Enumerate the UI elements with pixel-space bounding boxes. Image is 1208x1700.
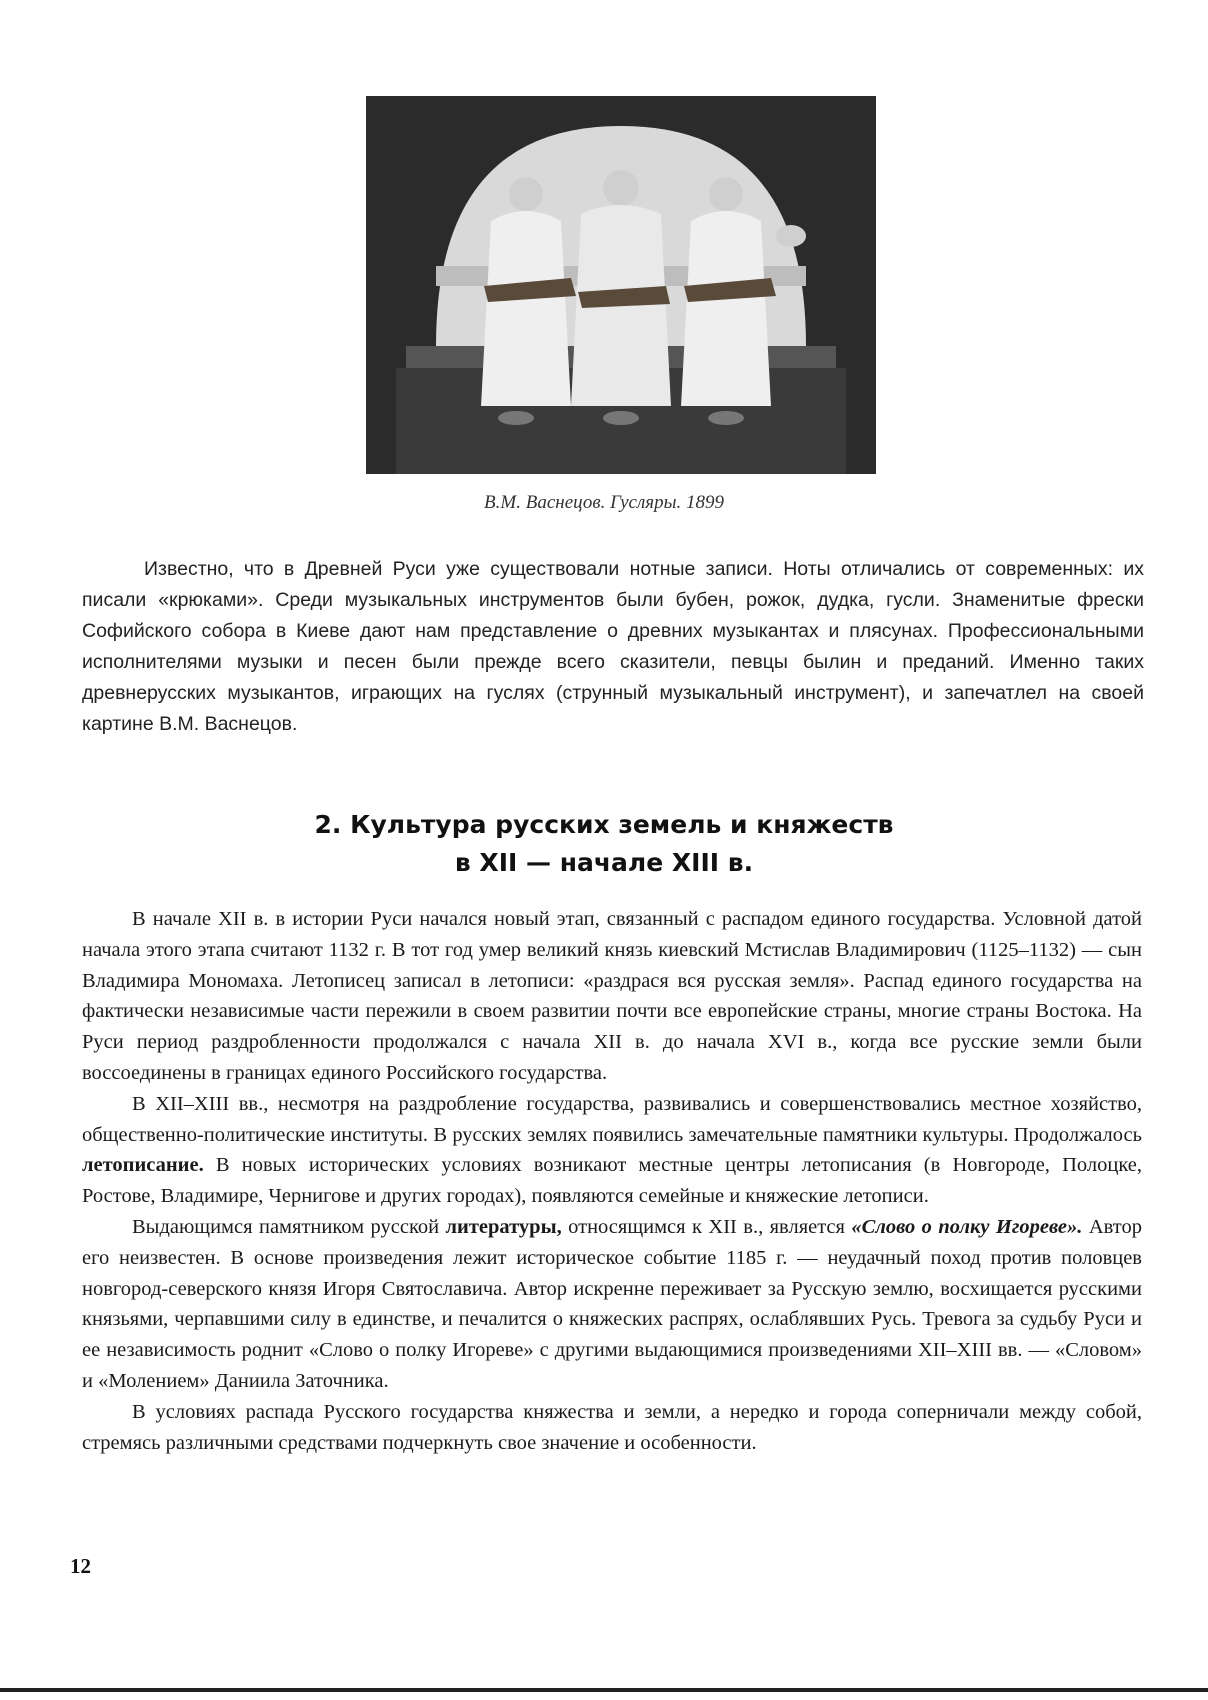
paragraph-3-text-b: относящимся к XII в., является [561, 1215, 852, 1238]
paragraph-3-text-c: Автор его неизвестен. В основе произведения лежит историческое событие 1185 г. — неудачный поход против половцев новгород-северского князя Игоря Святославича. Автор искренне переживает за Русскую землю, восхищается русскими князьями, черпавшими силу в единстве, и печалится о княжеских распрях, ослаблявших Русь. Тревога за судьбу Руси и ее независимость роднит «Слово о полку Игореве» с другими выдающимися произведениями XII–XIII вв. — «Словом» и «Молением» Даниила Заточника. [82, 1215, 1142, 1392]
paragraph-2 [82, 1089, 1142, 1212]
section-title-line-2: в XII — начале XIII в. [454, 848, 754, 877]
figure-caption: В.М. Васнецов. Гусляры. 1899 [484, 492, 724, 513]
paragraph-2-text-b: В новых исторических условиях возникают местные центры летописания (в Новгороде, Полоцке, Ростове, Владимире, Чернигове и других городах), появляются семейные и княжеские летописи. [82, 1154, 1142, 1208]
intro-text [82, 554, 1144, 740]
intro-paragraph: Известно, что в Древней Руси уже существовали нотные записи. Ноты отличались от современных: их писали «крюками». Среди музыкальных инструментов были бубен, рожок, дудка, гусли. Знаменитые фрески Софийского собора в Киеве дают нам представление о древних музыкантах и плясунах. Профессиональными исполнителями музыки и песен были прежде всего сказители, певцы былин и преданий. Именно таких древнерусских музыкантов, играющих на гуслях (струнный музыкальный инструмент), и запечатлел на своей картине В.М. Васнецов. [82, 558, 1144, 735]
paragraph-3-text-a: Выдающимся памятником русской [132, 1215, 446, 1238]
paragraph-4: В условиях распада Русского государства княжества и земли, а нередко и города соперничали между собой, стремясь различными средствами подчеркнуть свое значение и особенности. [82, 1400, 1142, 1454]
painting-gusliary [366, 96, 876, 474]
paragraph-3 [82, 1212, 1142, 1397]
paragraph-2-text-a: В XII–XIII вв., несмотря на раздробление государства, развивались и совершенствовались местное хозяйство, общественно-политические институты. В русских землях появились замечательные памятники культуры. Продолжалось [82, 1092, 1142, 1146]
page-number: 12 [70, 1554, 91, 1578]
paragraph-1: В начале XII в. в истории Руси начался новый этап, связанный с распадом единого государства. Условной датой начала этого этапа считают 1132 г. В тот год умер великий князь киевский Мстислав Владимирович (1125–1132) — сын Владимира Мономаха. Летописец записал в летописи: «раздрася вся русская земля». Распад единого государства на фактически независимые части пережили в своем развитии почти все европейские страны, многие страны Востока. На Руси период раздробленности продолжался с начала XII в. до начала XVI в., когда все русские земли были воссоединены в границах единого Российского государства. [82, 908, 1142, 1084]
section-body [82, 904, 1142, 1458]
section-heading [0, 806, 1208, 882]
painting-illustration [366, 96, 876, 474]
section-title-line-1: 2. Культура русских земель и княжеств [314, 810, 894, 839]
term-literatura: литературы, [445, 1215, 562, 1238]
bottom-edge-line [0, 1688, 1208, 1692]
work-title-slovo: «Слово о полку Игореве». [851, 1215, 1083, 1238]
term-letopisanie: летописание. [82, 1154, 204, 1177]
